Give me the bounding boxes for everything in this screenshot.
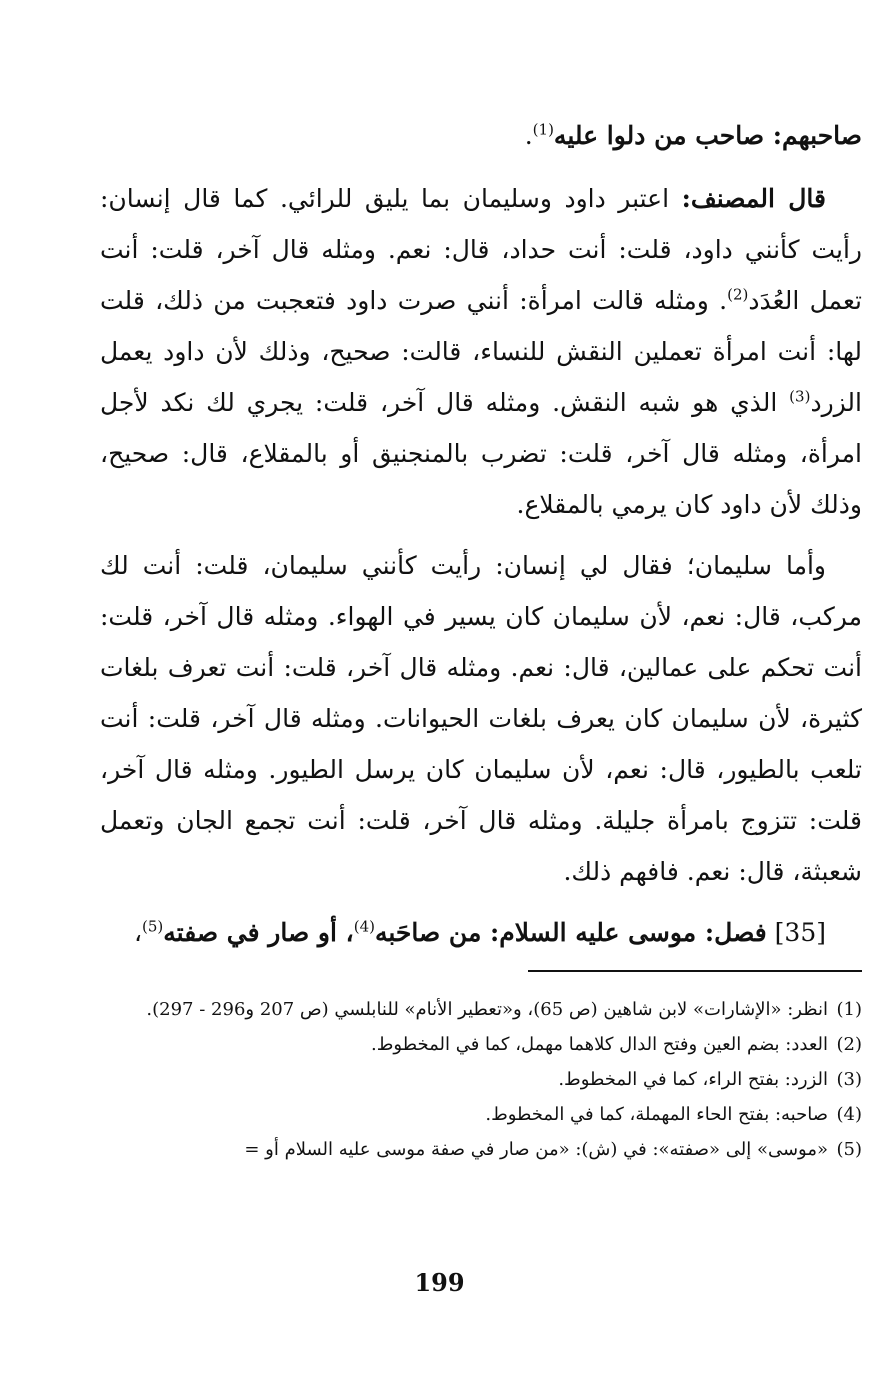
footnote-3 (105, 1062, 862, 1097)
footnote-text: العدد: بضم العين وفتح الدال كلاهما مهمل، كما في المخطوط. (371, 1034, 828, 1055)
footnote-number: (5) (836, 1139, 862, 1160)
footnote-5 (105, 1132, 862, 1167)
section-heading-part-b: ، أو صار في صفته (163, 918, 354, 947)
footnote-number: (3) (836, 1069, 862, 1090)
footnote-1 (105, 992, 862, 1027)
paragraph-1-text: صاحبهم: صاحب من دلوا عليه (553, 121, 862, 150)
footnote-number: (1) (836, 999, 862, 1020)
footnote-text: انظر: «الإشارات» لابن شاهين (ص 65)، و«تعطير الأنام» للنابلسي (ص 207 و296 - 297). (146, 999, 828, 1020)
section-number: [35] (774, 918, 826, 947)
paragraph-2 (100, 173, 862, 530)
paragraph-1 (100, 110, 862, 161)
main-text (100, 110, 862, 958)
footnote-ref-4: (4) (353, 917, 375, 936)
footnote-2 (105, 1027, 862, 1062)
footnote-ref-1: (1) (532, 120, 554, 139)
author-label: قال المصنف: (681, 184, 826, 213)
footnote-number: (2) (836, 1034, 862, 1055)
section-heading-end: ، (133, 918, 143, 947)
paragraph-3: وأما سليمان؛ فقال لي إنسان: رأيت كأنني سليمان، قلت: أنت لك مركب، قال: نعم، لأن سليمان كان يسير في الهواء. ومثله قال آخر، قلت: أنت تحكم على عمالين، قال: نعم. ومثله قال آخر، قلت: أنت تعرف بلغات كثيرة، لأن سليمان كان يعرف بلغات الحيوانات. ومثله قال آخر، قلت: أنت تلعب بالطيور، قال: نعم، لأن سليمان كان يرسل الطيور. ومثله قال آخر، قلت: تتزوج بامرأة جليلة. ومثله قال آخر، قلت: أنت تجمع الجان وتعمل شعبثة، قال: نعم. فافهم ذلك. (100, 551, 862, 886)
footnote-text: «موسى» إلى «صفته»: في (ش): «من صار في صفة موسى عليه السلام أو = (244, 1139, 828, 1160)
footnote-text: الزرد: بفتح الراء، كما في المخطوط. (558, 1069, 828, 1090)
footnotes (105, 992, 862, 1167)
paragraph-1-end: . (524, 121, 533, 150)
footnote-ref-3: (3) (789, 387, 811, 406)
footnote-divider (528, 970, 862, 972)
footnote-ref-2: (2) (727, 285, 749, 304)
section-heading-part-a: موسى عليه السلام: من صاحَبه (374, 918, 705, 947)
section-label: فصل: (704, 918, 767, 947)
paragraph-2-part-b: . ومثله قالت امرأة: أنني صرت داود فتعجبت من ذلك، قلت لها: أنت امرأة تعملين النقش للنساء، قالت: صحيح، وذلك لأن داود يعمل الزرد (100, 286, 862, 417)
footnote-number: (4) (836, 1104, 862, 1125)
page-number: 199 (414, 1268, 465, 1297)
paragraph-2-part-a: اعتبر داود وسليمان بما يليق للرائي. كما قال إنسان: رأيت كأنني داود، قلت: أنت حداد، قال: نعم. ومثله قال آخر، قلت: أنت تعمل العُدَد (100, 184, 862, 315)
footnote-4 (105, 1097, 862, 1132)
section-heading-35 (100, 907, 862, 958)
footnote-text: صاحبه: بفتح الحاء المهملة، كما في المخطوط. (485, 1104, 828, 1125)
paragraph-2-part-c: الذي هو شبه النقش. ومثله قال آخر، قلت: يجري لك نكد لأجل امرأة، ومثله قال آخر، قلت: تضرب بالمنجنيق أو بالمقلاع، قال: صحيح، وذلك لأن داود كان يرمي بالمقلاع. (100, 388, 862, 519)
footnote-ref-5: (5) (142, 917, 164, 936)
